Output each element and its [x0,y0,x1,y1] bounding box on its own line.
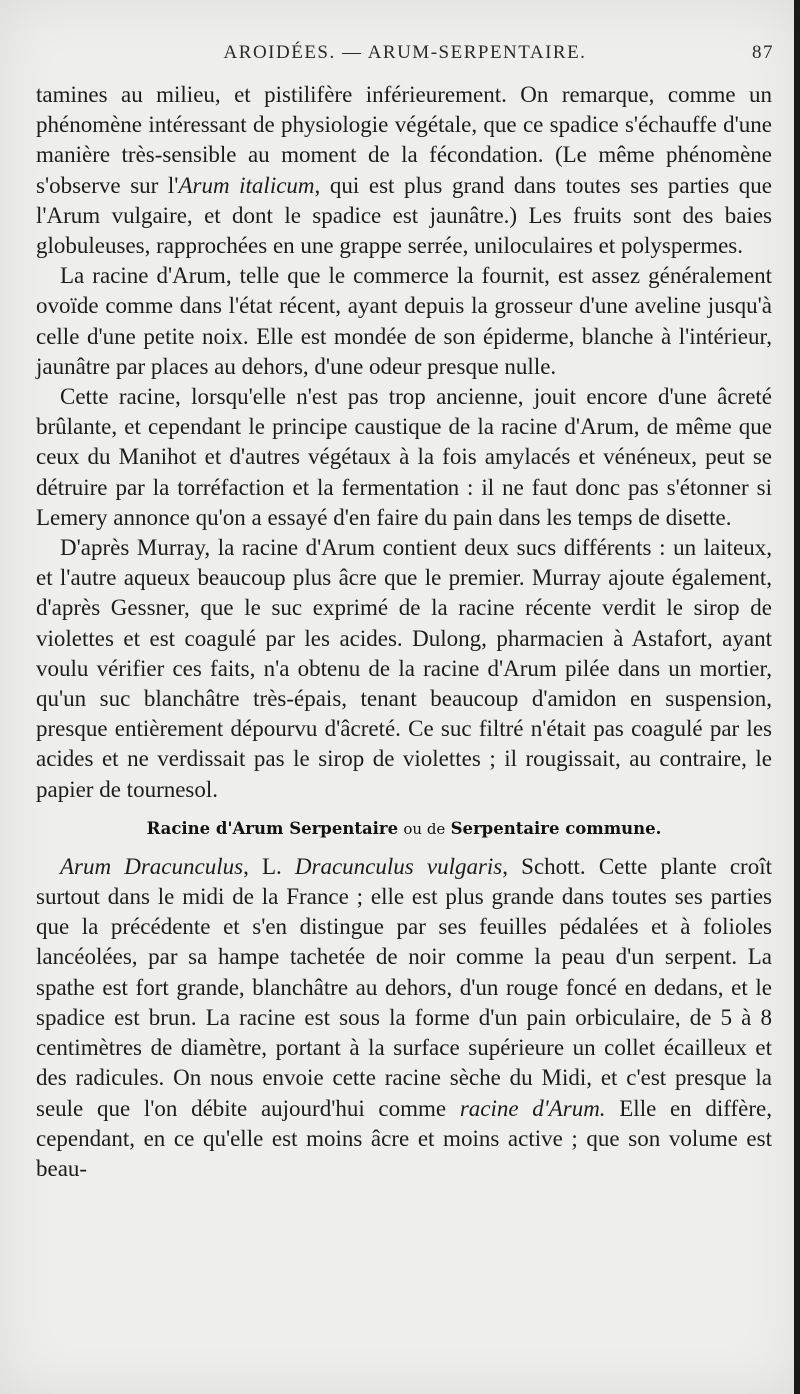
heading-part1: Racine d'Arum Serpentaire [146,818,399,838]
page-number: 87 [752,42,774,63]
heading-connector: ou de [403,819,446,838]
running-head [36,38,774,68]
section-heading [36,818,772,840]
page-edge-shadow [794,0,800,1394]
p1-end: , qui est plus grand dans toutes ses parties que l'Arum vulgaire, et dont le spadice est jaunâtre.) Les fruits sont des baies globuleuses, rapprochées en une grappe serrée, uniloculaires et polyspermes. [36,172,773,259]
species-name-2: Dracunculus vulgaris [294,853,503,879]
paragraph-racine: La racine d'Arum, telle que le commerce la fournit, est assez généralement ovoïde comme dans l'état récent, ayant depuis la grosseur d'une aveline jusqu'à celle d'une petite noix. Elle est mondée de son épiderme, blanche à l'intérieur, jaunâtre par places au dehors, d'une odeur presque nulle. [36,263,772,379]
section-text-1: , L. [243,853,295,879]
heading-part2: Serpentaire commune. [450,818,662,838]
paragraph-murray: D'après Murray, la racine d'Arum contient deux sucs différents : un laiteux, et l'autre aqueux beaucoup plus âcre que le premier. Murray ajoute également, d'après Gessner, que le suc exprimé de la racine récente verdit le sirop de violettes et est coagulé par les acides. Dulong, pharmacien à Astafort, ayant voulu vérifier ces faits, n'a obtenu de la racine d'Arum pilée dans un mortier, qu'un suc blanchâtre très-épais, tenant beaucoup d'amidon en suspension, presque entièrement dépourvu d'âcreté. Ce suc filtré n'était pas coagulé par les acides et ne verdissait pas le sirop de violettes ; il rougissait, au contraire, le papier de tournesol. [36,535,772,802]
body-text [36,80,772,1184]
p1-italic: Arum italicum [178,172,315,198]
section-text-3: Elle en diffère, cependant, en ce qu'elle est moins âcre et moins active ; que son volume est beau- [36,1095,772,1181]
running-title: AROIDÉES. — ARUM-SERPENTAIRE. [223,42,587,63]
italic-term: racine d'Arum. [459,1095,606,1121]
paragraph-acrete: Cette racine, lorsqu'elle n'est pas trop ancienne, jouit encore d'une âcreté brûlante, et cependant le principe caustique de la racine d'Arum, de même que ceux du Manihot et d'autres végétaux à la fois amylacés et vénéneux, peut se détruire par la torréfaction et la fermentation : il ne faut donc pas s'étonner si Lemery annonce qu'on a essayé d'en faire du pain dans les temps de disette. [36,384,772,530]
p1-text: tamines au milieu, et pistilifère inférieurement. On remarque, comme un phénomène intéressant de physiologie végétale, que ce spadice s'échauffe d'une manière très-sensible au moment de la fécondation. (Le même phénomène s'observe sur l' [36,82,772,198]
paragraph-dracunculus [36,852,772,1184]
section-text-2: , Schott. Cette plante croît surtout dans le midi de la France ; elle est plus grande dans toutes ses parties que la précédente et s'en distingue par ses feuilles pédalées et à folioles lancéolées, par sa hampe tachetée de noir comme la peau d'un serpent. La spathe est fort grande, blanchâtre au dehors, d'un rouge foncé en dedans, et le spadice est brun. La racine est sous la forme d'un pain orbiculaire, de 5 à 8 centimètres de diamètre, portant à la surface supérieure un collet écailleux et des radicules. On nous envoie cette racine sèche du Midi, et c'est presque la seule que l'on débite aujourd'hui comme [36,853,772,1121]
paragraph-continued [36,80,772,261]
species-name-1: Arum Dracunculus [60,853,244,879]
